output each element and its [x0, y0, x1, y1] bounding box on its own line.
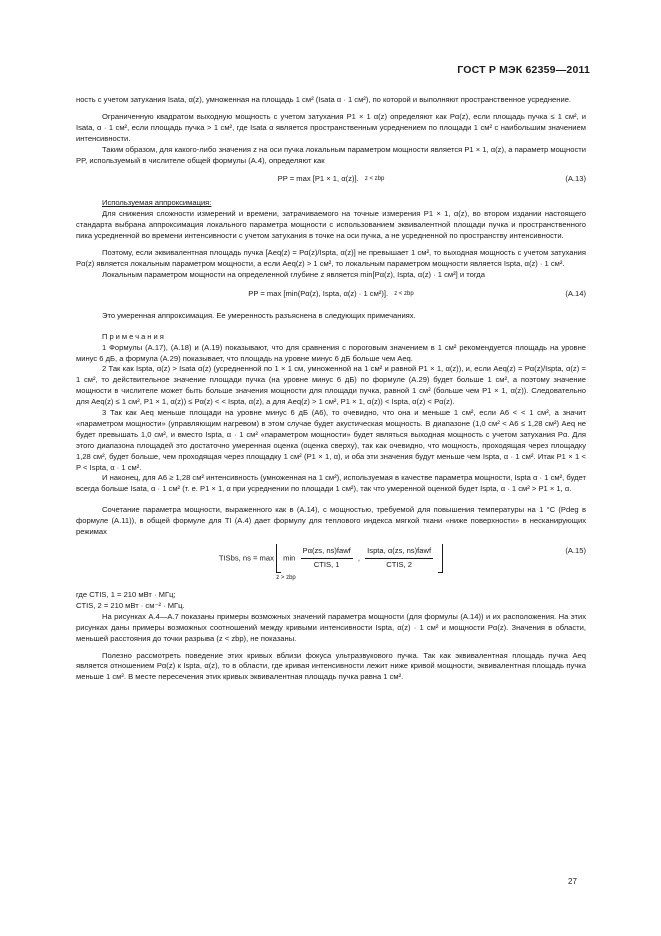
equation-a15: TISbs, ns = max min $\frac{\text{Pα(zs, ns)fawf}}{\text{CTIS, 1}}$ , $\frac{\text{Ispta, α(zs, ns)fawf}}{\text{CTIS, 2}}$ z > zbp (А.15)	[76, 542, 586, 586]
equation-subscript: z > zbp	[276, 575, 296, 581]
paragraph: Для снижения сложности измерений и времени, затрачиваемого на точные измерения P1 × 1, α(z), во втором издании настоящего стандарта выбрана аппроксимация локального параметра мощности с использованием эквивалентной площади пучка и пространственного пика усредненной во времени интенсивности с учетом затухания в точке на оси пучка, а не усредненной по пространству интенсивности.	[76, 209, 586, 241]
equation-subscript: z < zbp	[394, 290, 414, 297]
section-heading: Используемая аппроксимация:	[102, 198, 212, 208]
note-item: 2 Так как Ispta, α(z) > Isata α(z) (усредненной по 1 × 1 см, умноженной на 1 см² и равной P1 × 1, α(z)), и, если Aeq(z) = Pα(z)/Ispta, α(z) = 1 см², то действительное значение площади пучка (на уровне минус 6 дБ) по формуле (А.29) будет больше 1 см², а поэтому значение мощности в числителе может быть больше значения мощности для площади пучка, равной 1 см² (больше чем P1 × 1, α(z)). Следовательно для Aeq(z) ≤ 1 см², P1 × 1, α(z)) ≤ Pα(z) < < Ispta, α(z), а для Aeq(z) > 1 см², P1 × 1, α(z)) < Ispta, α(z) < Pα(z).	[76, 364, 586, 407]
definition-line: CTIS, 2 = 210 мВт · см⁻² · МГц.	[76, 600, 185, 610]
equation-a14	[76, 285, 586, 307]
note-item: 3 Так как Aeq меньше площади на уровне минус 6 дБ (A6), то очевидно, что она и меньше 1 см², если A6 < < 1 см², а значит «параметром мощности» (управляющим нагревом) в этом случае будет акустическая мощность. В диапазоне (1,0 см² < A6 ≤ 1,28 см²) Aeq не будет превышать 1,0 см², и вместо Ispta, α · 1 см² «параметром мощности» будет являться выходная мощность с учетом затухания Pα. Для этого диапазона площадей это достаточно умеренная оценка (оценка сверху), так как очевидно, что мощность, проходящая через площадку 1,28 см², будет больше, чем проходящая через площадку 1 см² (P1 × 1, α), и оба эти значения будут меньше чем Ispta, α · 1 см². Итак P1 × 1 < P < Ispta, α · 1 см².	[76, 408, 586, 472]
note-item: И наконец, для A6 ≥ 1,28 см² интенсивность (умноженная на 1 см²), используемая в качестве параметра мощности, Ispta α · 1 см², будет всегда больше Isata, α · 1 см² (т. е. P1 × 1, α при усреднении по площади 1 см²), так что умеренной оценкой будет Ispta, α · 1 см² > P1 × 1, α.	[76, 473, 586, 494]
equation-a13	[76, 170, 586, 192]
paragraph: Полезно рассмотреть поведение этих кривых вблизи фокуса ультразвукового пучка. Так как эквивалентная площадь пучка Aeq является отношением Pα(z) к Ispta, α(z), то в области, где кривая интенсивности лежит ниже кривой мощности, эквивалентная площадь пучка меньше 1 см². В месте пересечения этих кривых эквивалентная площадь пучка равна 1 см².	[76, 650, 586, 682]
equation-body: PP = max [P1 × 1, α(z)].	[277, 174, 359, 184]
fraction-denominator: CTIS, 1	[313, 560, 340, 569]
fraction-denominator: CTIS, 2	[386, 560, 412, 569]
fraction	[365, 546, 433, 571]
paragraph: Локальным параметром мощности на определенной глубине z является min[Pα(z), Ispta, α(z) · 1 см²] и тогда	[102, 269, 485, 279]
fraction	[301, 546, 353, 571]
document-body	[76, 95, 586, 683]
equation-body: PP = max [min(Pα(z), Ispta, α(z) · 1 см²)].	[248, 288, 389, 298]
equation-number: (А.15)	[565, 546, 586, 555]
document-header: ГОСТ Р МЭК 62359—2011	[457, 64, 590, 76]
paragraph: Ограниченную квадратом выходную мощность с учетом затухания P1 × 1 α(z) определяют как Pα(z), если площадь пучка ≤ 1 см², и Isata, α · 1 см², если площадь пучка > 1 см², где Isata α является пространственным усреднением по площади 1 см² с наибольшим значением интенсивности.	[76, 111, 586, 143]
equation-number: (А.13)	[565, 174, 586, 184]
equation-subscript: z < zbp	[364, 176, 385, 183]
equation-min: min	[283, 553, 296, 563]
note-item: 1 Формулы (А.17), (А.18) и (А.19) показывают, что для сравнения с пороговым значением в 1 см² рекомендуется площадь на уровне минус 6 дБ, а формула (А.29) показывает, что площадь на уровне минус 6 дБ больше чем Aeq.	[76, 342, 586, 363]
paragraph: Таким образом, для какого-либо значения z на оси пучка локальным параметром мощности является P1 × 1, α(z), а параметр мощности PP, используемый в числителе общей формулы (А.4), определяют как	[76, 144, 586, 165]
paragraph: Сочетание параметра мощности, выраженного как в (А.14), с мощностью, требуемой для повышения температуры на 1 °С (Pdeg в формуле (А.11)), в общей формуле для TI (А.4) дает формулу для теплового индекса мягкой ткани «ниже поверхности» в несканирующих режимах	[76, 505, 586, 537]
equation-lhs: TISbs, ns = max	[218, 553, 274, 563]
equation-number: (А.14)	[565, 288, 586, 298]
paragraph: На рисунках А.4—А.7 показаны примеры возможных значений параметра мощности (для формулы (А.14)) и их расположения. На этих рисунках даны примеры возможных соотношений между кривыми интенсивности Ispta, α(z) · 1 см² и мощности Pα(z). Значения в области, меньшей расстояния до точки разрыва (z < zbp), не показаны.	[76, 611, 586, 643]
page-number: 27	[568, 877, 577, 886]
paragraph: ность с учетом затухания Isata, α(z), умноженная на площадь 1 см² (Isata α · 1 см²), по которой и выполняют пространственное усреднение.	[76, 95, 572, 104]
fraction-numerator: Ispta, α(zs, ns)fawf	[365, 546, 433, 559]
bracket-right	[438, 544, 443, 573]
fraction-numerator: Pα(zs, ns)fawf	[301, 546, 353, 559]
paragraph: Поэтому, если эквивалентная площадь пучка [Aeq(z) = Pα(z)/Ispta, α(z)] не превышает 1 см², то выходная мощность с учетом затухания Pα(z) является локальным параметром мощности, а если Aeq(z) > 1 см², то локальным параметром мощности является Ispta, α(z) · 1 см².	[76, 248, 586, 268]
notes-heading: Примечания	[102, 331, 166, 341]
paragraph: Это умеренная аппроксимация. Ее умеренность разъяснена в следующих примечаниях.	[102, 310, 416, 320]
definition-line: где CTIS, 1 = 210 мВт · МГц;	[76, 590, 176, 599]
bracket-left	[276, 544, 281, 573]
